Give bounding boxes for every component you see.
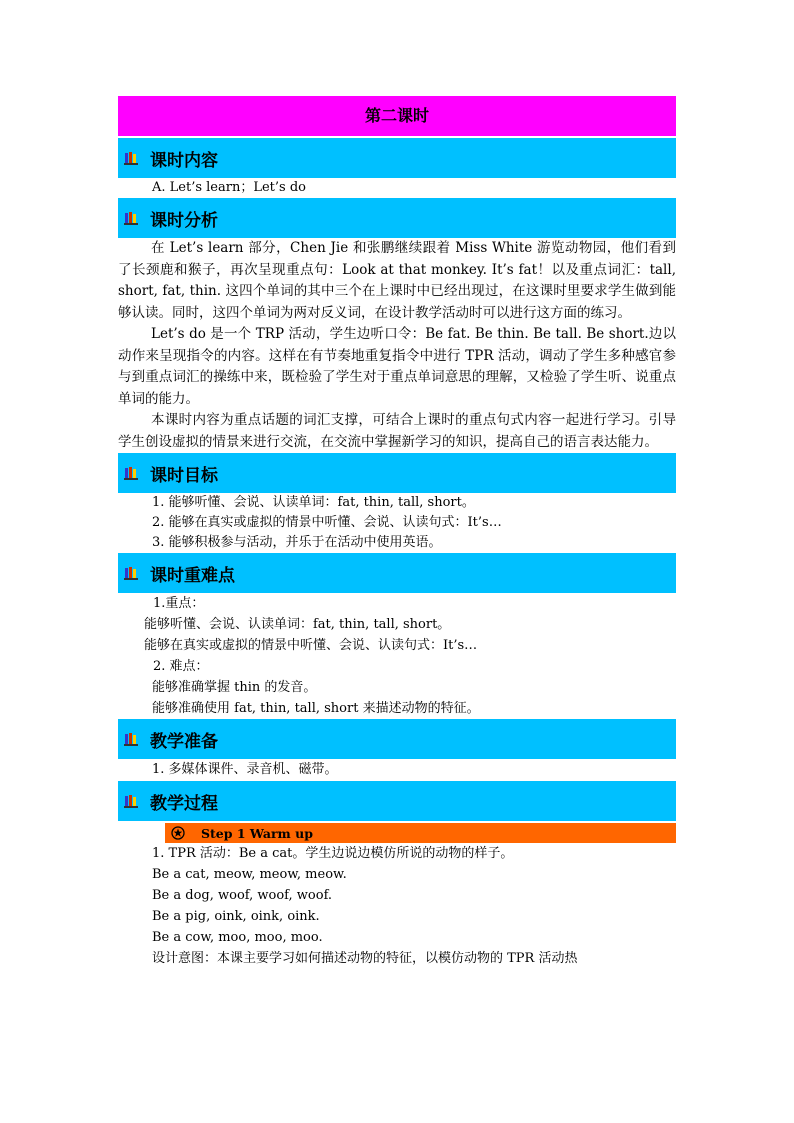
keypoint-line: 1.重点： bbox=[153, 596, 205, 611]
step-line: Be a dog, woof, woof, woof. bbox=[152, 888, 333, 903]
section-heading: 课时分析 bbox=[150, 210, 218, 231]
analysis-paragraph: Let’s do 是一个 TRP 活动，学生边听口令：Be fat. Be thin. Be tall. Be short.边以动作来呈现指令的内容。这样在有节奏地重复指令中进行 TPR 活动，调动了学生多种感官参与到重点词汇的操练中来，既检验了学生对于重点单词意思的理解，又检验了学生听、说重点单词的能力。 bbox=[118, 326, 676, 407]
step-label: Step 1 Warm up bbox=[201, 825, 313, 841]
section-header-keypoints bbox=[118, 553, 676, 593]
step-header bbox=[165, 823, 676, 843]
goal-line: 3. 能够积极参与活动，并乐于在活动中使用英语。 bbox=[152, 535, 442, 550]
section-header-goals bbox=[118, 453, 676, 493]
goal-line: 1. 能够听懂、会说、认读单词：fat, thin, tall, short。 bbox=[152, 495, 475, 510]
section-heading: 教学准备 bbox=[150, 731, 218, 752]
section-heading: 课时内容 bbox=[150, 150, 218, 171]
step-line: Be a pig, oink, oink, oink. bbox=[152, 909, 320, 924]
section-header-prep bbox=[118, 719, 676, 759]
book-stack-icon bbox=[124, 794, 138, 808]
section-heading: 课时目标 bbox=[150, 465, 218, 486]
star-circle-icon bbox=[171, 826, 185, 840]
step-line: Be a cat, meow, meow, meow. bbox=[152, 867, 347, 882]
lesson-title: 第二课时 bbox=[118, 96, 676, 136]
step-line: Be a cow, moo, moo, moo. bbox=[152, 930, 323, 945]
content-line: A. Let’s learn；Let’s do bbox=[152, 180, 306, 195]
section-header-process bbox=[118, 781, 676, 821]
book-stack-icon bbox=[124, 566, 138, 580]
book-stack-icon bbox=[124, 211, 138, 225]
keypoint-line: 能够准确使用 fat, thin, tall, short 来描述动物的特征。 bbox=[152, 701, 480, 716]
analysis-paragraph: 在 Let’s learn 部分，Chen Jie 和张鹏继续跟着 Miss White 游览动物园，他们看到了长颈鹿和猴子，再次呈现重点句：Look at that monkey. It’s fat！以及重点词汇：tall, short, fat, thin. 这四个单词的其中三个在上课时中已经出现过，在这课时里要求学生做到能够认读。同时，这四个单词为两对反义词，在设计教学活动时可以进行这方面的练习。 bbox=[118, 240, 676, 321]
section-header-content bbox=[118, 138, 676, 178]
book-stack-icon bbox=[124, 151, 138, 165]
step-line: 1. TPR 活动：Be a cat。学生边说边模仿所说的动物的样子。 bbox=[152, 846, 514, 861]
analysis-paragraph: 本课时内容为重点话题的词汇支撑，可结合上课时的重点句式内容一起进行学习。引导学生创设虚拟的情景来进行交流，在交流中掌握新学习的知识，提高自己的语言表达能力。 bbox=[118, 412, 676, 450]
section-heading: 教学过程 bbox=[150, 793, 218, 814]
keypoint-line: 能够准确掌握 thin 的发音。 bbox=[152, 680, 317, 695]
keypoint-line: 能够在真实或虚拟的情景中听懂、会说、认读句式：It’s… bbox=[144, 638, 478, 653]
document-page bbox=[118, 96, 676, 969]
section-header-analysis bbox=[118, 198, 676, 238]
book-stack-icon bbox=[124, 466, 138, 480]
prep-line: 1. 多媒体课件、录音机、磁带。 bbox=[152, 762, 338, 777]
step-line: 设计意图：本课主要学习如何描述动物的特征，以模仿动物的 TPR 活动热 bbox=[152, 951, 578, 966]
keypoint-line: 2. 难点： bbox=[153, 659, 209, 674]
section-heading: 课时重难点 bbox=[150, 565, 235, 586]
goal-line: 2. 能够在真实或虚拟的情景中听懂、会说、认读句式：It’s… bbox=[152, 515, 502, 530]
book-stack-icon bbox=[124, 732, 138, 746]
keypoint-line: 能够听懂、会说、认读单词：fat, thin, tall, short。 bbox=[144, 617, 451, 632]
